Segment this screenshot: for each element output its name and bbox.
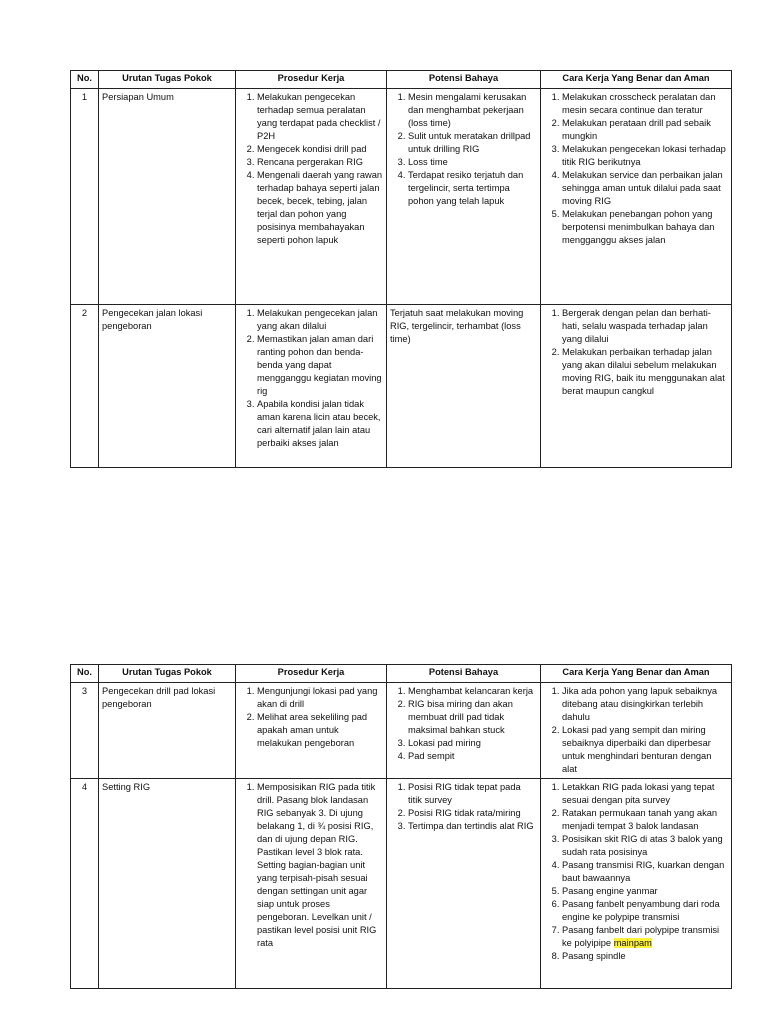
list-item: 3. Posisikan skit RIG di atas 3 balok yang sudah rata posisinya <box>562 833 728 859</box>
list-item: 2. Melakukan perataan drill pad sebaik mungkin <box>562 117 728 143</box>
header-task: Urutan Tugas Pokok <box>99 71 236 89</box>
task-cell: Pengecekan drill pad lokasi pengeboran <box>99 683 236 779</box>
header-no: No. <box>71 665 99 683</box>
table-header-row <box>71 665 732 683</box>
header-no: No. <box>71 71 99 89</box>
list-item: 2. Mengecek kondisi drill pad <box>257 143 383 156</box>
header-procedure: Prosedur Kerja <box>236 71 387 89</box>
list-item: 3. Apabila kondisi jalan tidak aman karena licin atau becek, cari alternatif jalan lain atau perbaiki akses jalan <box>257 398 383 450</box>
list-item: 4. Pad sempit <box>408 750 537 763</box>
row-number: 4 <box>71 779 99 989</box>
list-item: 2. Melakukan perbaikan terhadap jalan yang akan dilalui sebelum melakukan moving RIG, baik itu menggunakan alat berat maupun cangkul <box>562 346 728 398</box>
jsa-table-1 <box>70 70 732 468</box>
table-row <box>71 305 732 468</box>
header-hazard: Potensi Bahaya <box>387 665 541 683</box>
list-item: 1. Menghambat kelancaran kerja <box>408 685 537 698</box>
row-number: 1 <box>71 89 99 305</box>
row-number: 2 <box>71 305 99 468</box>
list-item: 4. Mengenali daerah yang rawan terhadap bahaya seperti jalan becek, becek, tebing, jalan terjal dan pohon yang posisinya membahayakan seperti pohon lapuk <box>257 169 383 247</box>
list-item: 2. RIG bisa miring dan akan membuat drill pad tidak maksimal bahkan stuck <box>408 698 537 737</box>
list-item: 1. Mesin mengalami kerusakan dan menghambat pekerjaan (loss time) <box>408 91 537 130</box>
list-item: 1. Melakukan pengecekan terhadap semua peralatan yang terdapat pada checklist / P2H <box>257 91 383 143</box>
table-row <box>71 779 732 989</box>
header-safe-method: Cara Kerja Yang Benar dan Aman <box>541 71 732 89</box>
list-item: 2. Melihat area sekeliling pad apakah aman untuk melakukan pengeboran <box>257 711 383 750</box>
hazard-cell <box>387 779 541 989</box>
list-item: 2. Ratakan permukaan tanah yang akan menjadi tempat 3 balok landasan <box>562 807 728 833</box>
table-header-row <box>71 71 732 89</box>
list-item: 4. Melakukan service dan perbaikan jalan sehingga aman untuk dilalui pada saat moving RIG <box>562 169 728 208</box>
jsa-table-2 <box>70 664 732 989</box>
row-number: 3 <box>71 683 99 779</box>
list-item: 5. Pasang engine yanmar <box>562 885 728 898</box>
safe-method-cell <box>541 305 732 468</box>
procedure-cell <box>236 89 387 305</box>
task-cell: Persiapan Umum <box>99 89 236 305</box>
hazard-cell <box>387 89 541 305</box>
list-item: 5. Melakukan penebangan pohon yang berpotensi menimbulkan bahaya dan mengganggu akses jalan <box>562 208 728 247</box>
procedure-cell <box>236 305 387 468</box>
list-item: 2. Sulit untuk meratakan drillpad untuk drilling RIG <box>408 130 537 156</box>
header-safe-method: Cara Kerja Yang Benar dan Aman <box>541 665 732 683</box>
list-item: 1. Bergerak dengan pelan dan berhati-hati, selalu waspada terhadap jalan yang dilalui <box>562 307 728 346</box>
list-item: 2. Lokasi pad yang sempit dan miring sebaiknya diperbaiki dan diperbesar untuk menghindari benturan dengan alat <box>562 724 728 776</box>
list-item: 3. Tertimpa dan tertindis alat RIG <box>408 820 537 833</box>
list-item: 3. Rencana pergerakan RIG <box>257 156 383 169</box>
header-procedure: Prosedur Kerja <box>236 665 387 683</box>
list-item: 1. Memposisikan RIG pada titik drill. Pasang blok landasan RIG sebanyak 3. Di ujung belakang 1, di ¾ posisi RIG, dan di ujung depan RIG. Pastikan level 3 blok rata. Setting bagian-bagian unit yang terpisah-pisah sesuai dengan settingan unit agar siap untuk proses pengeboran. Levelkan unit / pastikan level posisi unit RIG rata <box>257 781 383 950</box>
list-item: 2. Posisi RIG tidak rata/miring <box>408 807 537 820</box>
list-item: 1. Melakukan pengecekan jalan yang akan dilalui <box>257 307 383 333</box>
list-item: 2. Memastikan jalan aman dari ranting pohon dan benda-benda yang dapat mengganggu kegiatan moving rig <box>257 333 383 398</box>
task-cell: Setting RIG <box>99 779 236 989</box>
list-item-text: Pasang fanbelt dari polypipe transmisi ke polyipipe <box>562 925 720 948</box>
list-item <box>562 924 728 950</box>
list-item: 6. Pasang fanbelt penyambung dari roda engine ke polypipe transmisi <box>562 898 728 924</box>
list-item: 4. Pasang transmisi RIG, kuarkan dengan baut bawaannya <box>562 859 728 885</box>
list-item: 1. Melakukan crosscheck peralatan dan mesin secara continue dan teratur <box>562 91 728 117</box>
header-hazard: Potensi Bahaya <box>387 71 541 89</box>
table-row <box>71 89 732 305</box>
highlighted-word: mainpam <box>613 938 652 948</box>
list-item: 8. Pasang spindle <box>562 950 728 963</box>
list-item: 3. Melakukan pengecekan lokasi terhadap titik RIG berikutnya <box>562 143 728 169</box>
task-cell: Pengecekan jalan lokasi pengeboran <box>99 305 236 468</box>
procedure-cell <box>236 683 387 779</box>
list-item: 1. Jika ada pohon yang lapuk sebaiknya ditebang atau disingkirkan terlebih dahulu <box>562 685 728 724</box>
list-item: 1. Posisi RIG tidak tepat pada titik survey <box>408 781 537 807</box>
safe-method-cell <box>541 683 732 779</box>
list-item: 1. Mengunjungi lokasi pad yang akan di drill <box>257 685 383 711</box>
list-item: 4. Terdapat resiko terjatuh dan tergelincir, serta tertimpa pohon yang telah lapuk <box>408 169 537 208</box>
safe-method-cell <box>541 89 732 305</box>
list-item: 1. Letakkan RIG pada lokasi yang tepat sesuai dengan pita survey <box>562 781 728 807</box>
hazard-cell <box>387 683 541 779</box>
procedure-cell <box>236 779 387 989</box>
hazard-cell: Terjatuh saat melakukan moving RIG, tergelincir, terhambat (loss time) <box>387 305 541 468</box>
safe-method-cell <box>541 779 732 989</box>
list-item: 3. Loss time <box>408 156 537 169</box>
table-row <box>71 683 732 779</box>
list-item: 3. Lokasi pad miring <box>408 737 537 750</box>
header-task: Urutan Tugas Pokok <box>99 665 236 683</box>
